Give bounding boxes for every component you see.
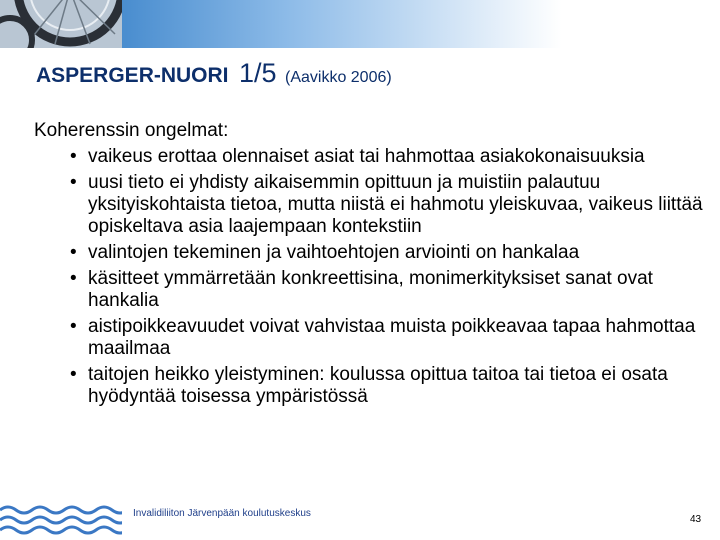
title-number: 1/5: [238, 58, 277, 88]
header-photo: [0, 0, 122, 48]
list-item: [34, 172, 718, 238]
list-item: [34, 242, 718, 264]
bullet-icon: •: [70, 268, 77, 289]
title-main: ASPERGER-NUORI: [36, 64, 229, 87]
section-heading: Koherenssin ongelmat:: [34, 120, 229, 141]
list-item: [34, 268, 718, 312]
bullet-icon: •: [70, 172, 77, 193]
slide-body: [34, 120, 718, 408]
list-item: [34, 146, 718, 168]
bullet-text: valintojen tekeminen ja vaihtoehtojen arviointi on hankalaa: [88, 242, 580, 263]
bullet-icon: •: [70, 146, 77, 167]
list-item: [34, 364, 718, 408]
bullet-text: vaikeus erottaa olennaiset asiat tai hahmottaa asiakokonaisuuksia: [88, 146, 645, 167]
wave-logo-icon: [0, 500, 122, 540]
bullet-list: [34, 146, 718, 408]
bullet-text: uusi tieto ei yhdisty aikaisemmin opittuun ja muistiin palautuu yksityiskohtaista tietoa, mutta niistä ei hahmotu yleiskuvaa, vaikeus liittää opiskeltava asia laajempaan kontekstiin: [88, 172, 703, 237]
bullet-text: käsitteet ymmärretään konkreettisina, monimerkityksiset sanat ovat hankalia: [88, 268, 653, 311]
bullet-icon: •: [70, 364, 77, 385]
wheel-photo-image: [0, 0, 122, 48]
footer-organization: Invalidiliiton Järvenpään koulutuskeskus: [133, 508, 311, 519]
slide-title: [36, 58, 392, 89]
bullet-icon: •: [70, 242, 77, 263]
bullet-text: taitojen heikko yleistyminen: koulussa opittua taitoa tai tietoa ei osata hyödyntää toisessa ympäristössä: [88, 364, 668, 407]
bullet-icon: •: [70, 316, 77, 337]
list-item: [34, 316, 718, 360]
page-number: 43: [690, 514, 702, 525]
bullet-text: aistipoikkeavuudet voivat vahvistaa muista poikkeavaa tapaa hahmottaa maailmaa: [88, 316, 696, 359]
title-source: (Aavikko 2006): [284, 69, 392, 86]
